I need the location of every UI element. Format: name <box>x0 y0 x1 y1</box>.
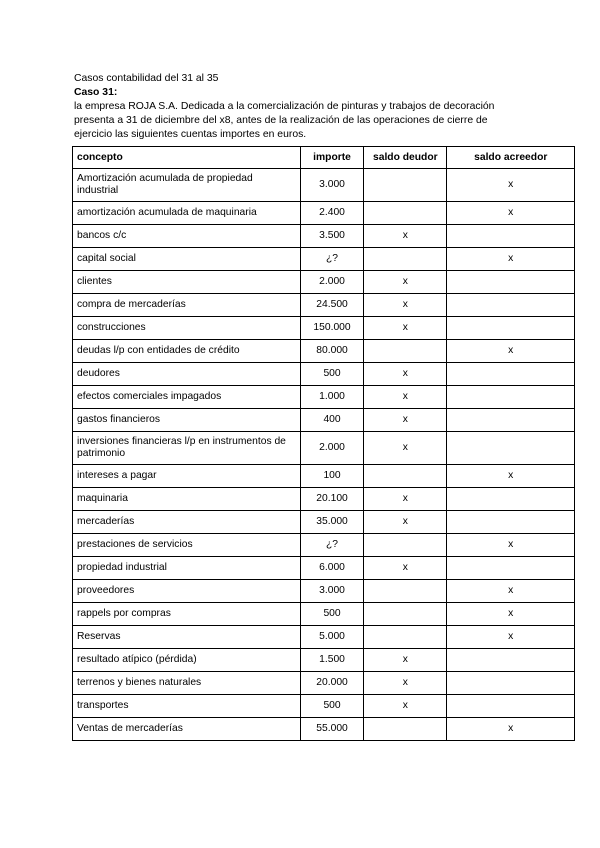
table-row <box>73 580 575 603</box>
cell-saldo-deudor: x <box>364 271 447 294</box>
cell-importe: 1.000 <box>300 386 363 409</box>
table-row <box>73 603 575 626</box>
table-row <box>73 363 575 386</box>
cell-concepto: efectos comerciales impagados <box>73 386 301 409</box>
cell-importe: 35.000 <box>300 511 363 534</box>
cell-saldo-deudor: x <box>364 672 447 695</box>
cell-concepto: mercaderías <box>73 511 301 534</box>
cell-concepto: gastos financieros <box>73 409 301 432</box>
cell-concepto: compra de mercaderías <box>73 294 301 317</box>
cell-importe: 5.000 <box>300 626 363 649</box>
cell-saldo-acreedor <box>447 695 575 718</box>
cell-saldo-acreedor <box>447 271 575 294</box>
cell-importe: 500 <box>300 695 363 718</box>
cell-saldo-acreedor <box>447 649 575 672</box>
cell-importe: 500 <box>300 363 363 386</box>
cell-concepto: maquinaria <box>73 488 301 511</box>
cell-importe: ¿? <box>300 248 363 271</box>
cell-saldo-acreedor: x <box>447 580 575 603</box>
cell-importe: 3.000 <box>300 169 363 202</box>
cell-saldo-deudor <box>364 248 447 271</box>
cell-importe: 3.500 <box>300 225 363 248</box>
table-row <box>73 248 575 271</box>
cell-saldo-deudor: x <box>364 511 447 534</box>
cell-saldo-deudor: x <box>364 363 447 386</box>
table-row <box>73 672 575 695</box>
cell-saldo-deudor <box>364 202 447 225</box>
cell-saldo-deudor <box>364 534 447 557</box>
cell-saldo-acreedor: x <box>447 169 575 202</box>
cell-saldo-deudor <box>364 718 447 741</box>
cell-importe: 500 <box>300 603 363 626</box>
cell-concepto: amortización acumulada de maquinaria <box>73 202 301 225</box>
cell-importe: 2.400 <box>300 202 363 225</box>
cell-saldo-acreedor: x <box>447 465 575 488</box>
cell-importe: 150.000 <box>300 317 363 340</box>
cell-saldo-deudor: x <box>364 225 447 248</box>
intro-line: presenta a 31 de diciembre del x8, antes de la realización de las operaciones de cierre de <box>74 115 488 126</box>
cell-concepto: resultado atípico (pérdida) <box>73 649 301 672</box>
cell-concepto: Ventas de mercaderías <box>73 718 301 741</box>
intro-line: la empresa ROJA S.A. Dedicada a la comercialización de pinturas y trabajos de decoración <box>74 101 495 112</box>
table-row <box>73 432 575 465</box>
cell-saldo-deudor: x <box>364 409 447 432</box>
cell-importe: 3.000 <box>300 580 363 603</box>
table-row <box>73 718 575 741</box>
table-row <box>73 488 575 511</box>
cell-concepto: intereses a pagar <box>73 465 301 488</box>
table-row <box>73 225 575 248</box>
cell-saldo-acreedor <box>447 317 575 340</box>
cell-saldo-deudor <box>364 340 447 363</box>
cell-importe: 24.500 <box>300 294 363 317</box>
table-row <box>73 465 575 488</box>
cell-saldo-acreedor <box>447 672 575 695</box>
table-row <box>73 626 575 649</box>
table-row <box>73 511 575 534</box>
cell-importe: 55.000 <box>300 718 363 741</box>
header-saldo-deudor: saldo deudor <box>364 147 447 169</box>
accounts-table <box>72 146 575 741</box>
cell-importe: 1.500 <box>300 649 363 672</box>
cell-concepto: Amortización acumulada de propiedad industrial <box>73 169 301 202</box>
cell-concepto: propiedad industrial <box>73 557 301 580</box>
cell-saldo-deudor: x <box>364 294 447 317</box>
cell-importe: ¿? <box>300 534 363 557</box>
table-row <box>73 169 575 202</box>
table-row <box>73 202 575 225</box>
cell-saldo-acreedor: x <box>447 340 575 363</box>
cell-concepto: Reservas <box>73 626 301 649</box>
header-saldo-acreedor: saldo acreedor <box>447 147 575 169</box>
cell-saldo-acreedor <box>447 557 575 580</box>
table-row <box>73 409 575 432</box>
cell-importe: 20.000 <box>300 672 363 695</box>
table-row <box>73 695 575 718</box>
cell-saldo-deudor: x <box>364 557 447 580</box>
cell-saldo-acreedor: x <box>447 248 575 271</box>
intro-line: ejercicio las siguientes cuentas importes en euros. <box>74 129 307 140</box>
table-row <box>73 386 575 409</box>
cell-saldo-deudor: x <box>364 317 447 340</box>
header-concepto: concepto <box>73 147 301 169</box>
cell-saldo-acreedor: x <box>447 603 575 626</box>
cell-concepto: prestaciones de servicios <box>73 534 301 557</box>
cell-saldo-acreedor <box>447 409 575 432</box>
cell-importe: 2.000 <box>300 432 363 465</box>
cell-saldo-deudor <box>364 465 447 488</box>
table-row <box>73 534 575 557</box>
cell-concepto: clientes <box>73 271 301 294</box>
cell-importe: 400 <box>300 409 363 432</box>
cell-importe: 100 <box>300 465 363 488</box>
cell-saldo-deudor: x <box>364 432 447 465</box>
cell-concepto: proveedores <box>73 580 301 603</box>
cell-importe: 80.000 <box>300 340 363 363</box>
cell-saldo-acreedor: x <box>447 534 575 557</box>
cell-concepto: deudores <box>73 363 301 386</box>
cell-concepto: bancos c/c <box>73 225 301 248</box>
cell-saldo-acreedor <box>447 294 575 317</box>
cell-saldo-deudor <box>364 580 447 603</box>
cell-saldo-acreedor <box>447 225 575 248</box>
cell-saldo-deudor <box>364 603 447 626</box>
header-importe: importe <box>300 147 363 169</box>
cell-importe: 6.000 <box>300 557 363 580</box>
cell-concepto: terrenos y bienes naturales <box>73 672 301 695</box>
cell-saldo-acreedor <box>447 363 575 386</box>
table-row <box>73 557 575 580</box>
cell-saldo-acreedor: x <box>447 202 575 225</box>
cell-concepto: deudas l/p con entidades de crédito <box>73 340 301 363</box>
cell-saldo-deudor: x <box>364 386 447 409</box>
case-title: Caso 31: <box>74 87 118 98</box>
table-row <box>73 294 575 317</box>
document-subtitle: Casos contabilidad del 31 al 35 <box>74 73 219 84</box>
table-row <box>73 271 575 294</box>
cell-saldo-acreedor: x <box>447 626 575 649</box>
cell-saldo-acreedor <box>447 511 575 534</box>
cell-concepto: construcciones <box>73 317 301 340</box>
cell-saldo-acreedor <box>447 488 575 511</box>
cell-saldo-deudor: x <box>364 695 447 718</box>
cell-saldo-acreedor <box>447 386 575 409</box>
table-row <box>73 649 575 672</box>
cell-saldo-acreedor <box>447 432 575 465</box>
cell-saldo-acreedor: x <box>447 718 575 741</box>
cell-importe: 2.000 <box>300 271 363 294</box>
cell-saldo-deudor <box>364 169 447 202</box>
table-row <box>73 340 575 363</box>
cell-concepto: transportes <box>73 695 301 718</box>
cell-importe: 20.100 <box>300 488 363 511</box>
cell-concepto: inversiones financieras l/p en instrumentos de patrimonio <box>73 432 301 465</box>
cell-saldo-deudor: x <box>364 649 447 672</box>
cell-concepto: capital social <box>73 248 301 271</box>
intro-text <box>74 72 544 142</box>
cell-saldo-deudor <box>364 626 447 649</box>
table-header-row <box>73 147 575 169</box>
table-row <box>73 317 575 340</box>
cell-saldo-deudor: x <box>364 488 447 511</box>
cell-concepto: rappels por compras <box>73 603 301 626</box>
